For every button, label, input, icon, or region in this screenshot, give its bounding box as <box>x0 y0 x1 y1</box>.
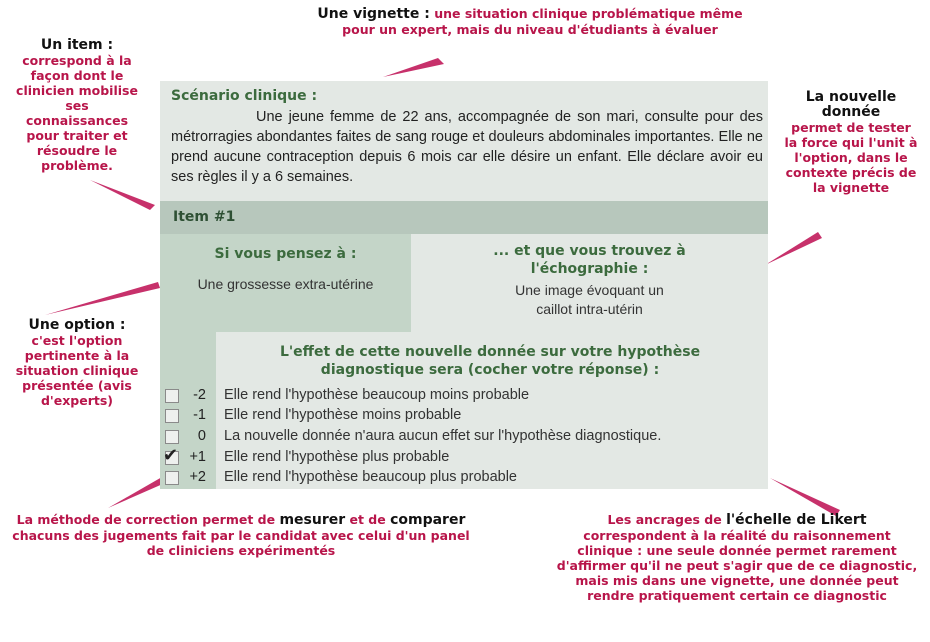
option-value: -1 <box>193 407 206 423</box>
option-label: Elle rend l'hypothèse plus probable <box>224 449 450 465</box>
scale-heading-line-2: diagnostique sera (cocher votre réponse) : <box>320 362 660 378</box>
checkbox[interactable] <box>165 389 179 403</box>
annotation-nouvelle <box>783 90 919 195</box>
likert-option-minus-2[interactable] <box>160 386 768 406</box>
annotation-keyword: mesurer <box>279 512 346 528</box>
checkbox[interactable] <box>165 471 179 485</box>
option-value: +2 <box>189 469 206 485</box>
option-label: Elle rend l'hypothèse moins probable <box>224 407 462 423</box>
annotation-methode <box>6 512 476 558</box>
likert-option-plus-2[interactable] <box>160 468 768 488</box>
option-label: Elle rend l'hypothèse beaucoup plus probable <box>224 469 517 485</box>
annotation-keyword: comparer <box>390 512 466 528</box>
new-data-head-2: l'échographie : <box>530 261 649 277</box>
annotation-text: chacuns des jugements fait par le candidat avec celui d'un panel de cliniciens expérimentés <box>12 528 470 558</box>
arrow-likert <box>770 478 840 516</box>
annotation-text: et de <box>349 512 386 527</box>
annotation-title: Une vignette : <box>317 6 430 22</box>
new-data-head-1: ... et que vous trouvez à <box>493 243 686 259</box>
option-value: 0 <box>197 428 206 444</box>
annotation-text: correspond à la façon dont le clinicien mobilise ses connaissances pour traiter et résoudre le problème. <box>16 53 138 173</box>
likert-option-zero[interactable] <box>160 427 768 447</box>
arrow-option <box>45 282 160 315</box>
annotation-title: Une option : <box>28 317 126 333</box>
annotation-keyword: l'échelle de Likert <box>726 512 867 528</box>
arrow-nouvelle <box>765 232 822 265</box>
annotation-vignette <box>300 6 760 37</box>
annotation-text: La méthode de correction permet de <box>16 512 276 527</box>
arrow-vignette <box>383 58 444 77</box>
likert-option-minus-1[interactable] <box>160 406 768 426</box>
arrow-methode <box>108 477 165 508</box>
checkmark-icon: ✔ <box>163 445 179 466</box>
checkbox[interactable] <box>165 409 179 423</box>
hypothesis-box <box>160 234 411 332</box>
annotation-text: permet de tester la force qui l'unit à l'option, dans le contexte précis de la vignette <box>784 120 918 195</box>
annotation-title: La nouvelle donnée <box>805 89 897 120</box>
annotation-option <box>4 318 150 408</box>
annotation-item <box>14 38 140 173</box>
annotation-title: Un item : <box>40 37 114 53</box>
option-label: Elle rend l'hypothèse beaucoup moins probable <box>224 387 530 403</box>
likert-option-plus-1[interactable] <box>160 445 768 468</box>
hypothesis-head: Si vous pensez à : <box>214 246 357 262</box>
annotation-text: correspondent à la réalité du raisonnement clinique : une seule donnée permet rarement d'affirmer qu'il ne peut s'agir que de ce diagnostic, mais mis dans une vignette, une donnée peut rendre pratiquement certain ce diagnostic <box>556 528 918 603</box>
item-label: Item #1 <box>173 209 236 225</box>
option-value: +1 <box>189 449 206 465</box>
scenario-section <box>160 81 768 201</box>
annotation-likert <box>556 512 918 603</box>
scale-heading <box>220 343 760 379</box>
item-header <box>160 201 768 234</box>
option-value: -2 <box>193 387 206 403</box>
annotation-text: c'est l'option pertinente à la situation clinique présentée (avis d'experts) <box>15 333 139 408</box>
annotation-text: une situation clinique problématique même pour un expert, mais du niveau d'étudiants à évaluer <box>342 6 743 37</box>
scenario-title: Scénario clinique : <box>171 88 318 104</box>
hypothesis-text: Une grossesse extra-utérine <box>197 276 374 292</box>
scenario-text <box>171 107 763 187</box>
checkbox[interactable] <box>165 430 179 444</box>
new-data-box <box>411 234 768 332</box>
new-data-text-2: caillot intra-utérin <box>536 301 643 317</box>
option-label: La nouvelle donnée n'aura aucun effet sur l'hypothèse diagnostique. <box>224 428 662 444</box>
new-data-text-1: Une image évoquant un <box>515 282 664 298</box>
sct-card <box>160 81 768 489</box>
scenario-body: Une jeune femme de 22 ans, accompagnée de son mari, consulte pour des métrorragies abondantes faites de sang rouge et douleurs abdominales importantes. Elle ne prend aucune contraception depuis 6 mois car elle désire un enfant. Elle déclare avoir eu ses règles il y a 6 semaines. <box>171 109 763 185</box>
annotation-text: Les ancrages de <box>607 512 722 527</box>
arrow-item <box>90 180 155 210</box>
scale-heading-line-1: L'effet de cette nouvelle donnée sur votre hypothèse <box>279 344 701 360</box>
